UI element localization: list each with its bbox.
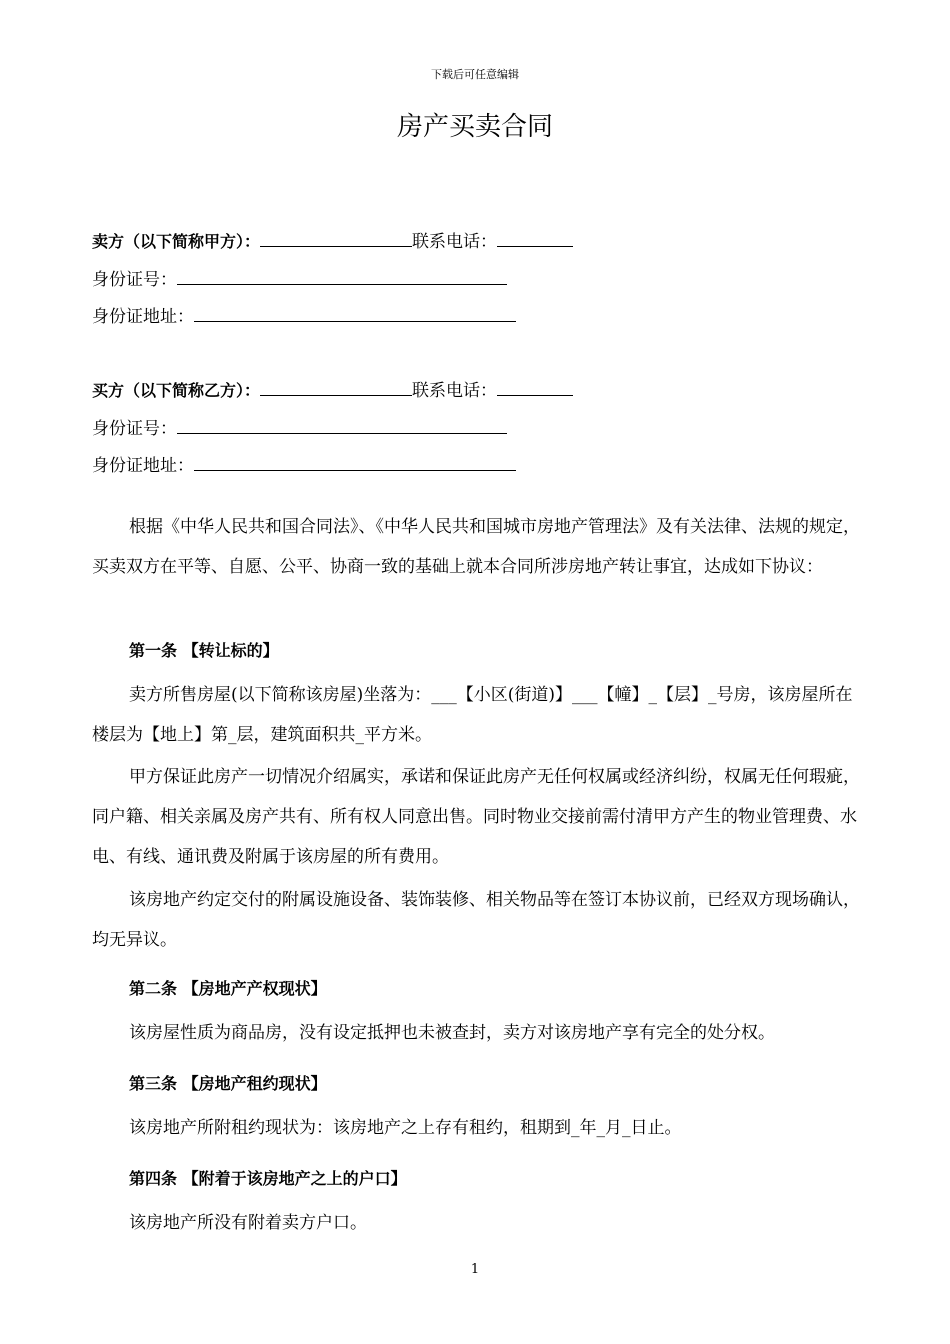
seller-phone-blank[interactable] xyxy=(497,230,573,247)
buyer-label: 买方（以下简称乙方）： xyxy=(92,381,261,400)
article-3-paragraph-1: 该房地产所附租约现状为：该房地产之上存有租约，租期到_年_月_日止。 xyxy=(129,1118,682,1138)
buyer-address-blank[interactable] xyxy=(194,454,516,471)
intro-paragraph: 根据《中华人民共和国合同法》、《中华人民共和国城市房地产管理法》及有关法律、法规的规定，买卖双方在平等、自愿、公平、协商一致的基础上就本合同所涉房地产转让事宜，达成如下协议： xyxy=(92,517,860,577)
seller-phone-label: 联系电话： xyxy=(412,232,498,252)
seller-address-line xyxy=(92,305,516,328)
seller-id-line xyxy=(92,268,507,291)
seller-line xyxy=(92,230,573,253)
page-number: 1 xyxy=(470,1262,480,1277)
buyer-name-blank[interactable] xyxy=(260,379,412,396)
document-title: 房产买卖合同 xyxy=(396,112,553,142)
article-1-paragraph-3: 该房地产约定交付的附属设施设备、装饰装修、相关物品等在签订本协议前，已经双方现场确认，均无异议。 xyxy=(92,890,860,950)
article-2-paragraph-1: 该房屋性质为商品房，没有设定抵押也未被查封，卖方对该房地产享有完全的处分权。 xyxy=(129,1023,775,1043)
buyer-address-label: 身份证地址： xyxy=(92,456,194,476)
article-1-paragraph-2: 甲方保证此房产一切情况介绍属实，承诺和保证此房产无任何权属或经济纠纷，权属无任何瑕疵，同户籍、相关亲属及房产共有、所有权人同意出售。同时物业交接前需付清甲方产生的物业管理费、水电、有线、通讯费及附属于该房屋的所有费用。 xyxy=(92,767,860,867)
seller-address-blank[interactable] xyxy=(194,305,516,322)
buyer-phone-blank[interactable] xyxy=(497,379,573,396)
article-4-heading: 第四条 【附着于该房地产之上的户口】 xyxy=(129,1169,407,1188)
article-1-paragraph-1: 卖方所售房屋(以下简称该房屋)坐落为：___【小区(街道)】___【幢】_【层】_号房，该房屋所在楼层为【地上】第_层，建筑面积共_平方米。 xyxy=(92,685,853,745)
seller-id-label: 身份证号： xyxy=(92,270,177,290)
seller-id-blank[interactable] xyxy=(177,268,507,285)
seller-address-label: 身份证地址： xyxy=(92,307,194,327)
header-note: 下载后可任意编辑 xyxy=(431,68,519,81)
article-4-paragraph-1: 该房地产所没有附着卖方户口。 xyxy=(129,1213,367,1233)
article-1-heading: 第一条 【转让标的】 xyxy=(129,641,279,660)
buyer-address-line xyxy=(92,454,516,477)
seller-name-blank[interactable] xyxy=(260,230,412,247)
seller-label: 卖方（以下简称甲方）： xyxy=(92,232,261,251)
buyer-line xyxy=(92,379,573,402)
buyer-phone-label: 联系电话： xyxy=(412,381,498,401)
article-3-heading: 第三条 【房地产租约现状】 xyxy=(129,1074,327,1093)
buyer-id-label: 身份证号： xyxy=(92,419,177,439)
buyer-id-blank[interactable] xyxy=(177,417,507,434)
buyer-id-line xyxy=(92,417,507,440)
article-2-heading: 第二条 【房地产产权现状】 xyxy=(129,979,327,998)
